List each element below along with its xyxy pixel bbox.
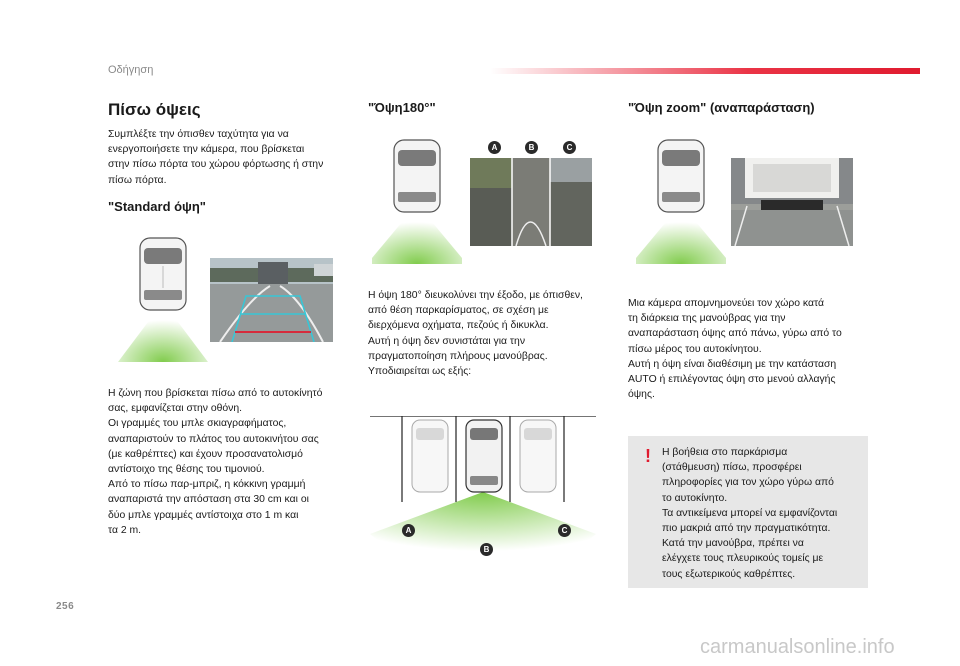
badge-c: C (563, 141, 576, 154)
camera-view-180 (470, 158, 592, 246)
van-top-view-illustration-zoom (636, 134, 726, 274)
van-top-view-illustration (118, 232, 208, 372)
page-number: 256 (56, 601, 75, 612)
view-180-title: "Όψη180°" (368, 100, 436, 115)
standard-view-title: "Standard όψη" (108, 199, 206, 214)
standard-view-text: Η ζώνη που βρίσκεται πίσω από το αυτοκίνητό σας, εμφανίζεται στην οθόνη. Οι γραμμές του μπλε σκιαγραφήματος, αναπαριστούν το πλάτος του αυτοκινήτου σας (με καθρέπτες) και έχουν προσανατολισμό αντίστοιχο της θέσης του τιμονιού. Από το πίσω παρ-μπριζ, η κόκκινη γραμμή αναπαριστά την απόσταση στα 30 cm και οι δύο μπλε γραμμές αντίστοιχα στο 1 m και τα 2 m. (108, 388, 323, 536)
diagram-badge-a: A (402, 524, 415, 537)
van-top-view-illustration-180 (372, 134, 462, 274)
zoom-view-title: "Όψη zoom" (αναπαράσταση) (628, 100, 815, 115)
warning-note-text: Η βοήθεια στο παρκάρισμα (στάθμευση) πίσω, προσφέρει πληροφορίες για τον χώρο γύρω από το αυτοκίνητο. Τα αντικείμενα μπορεί να εμφανίζονται πιο μακριά από την πραγματικότητα. Κατά την μανούβρα, πρέπει να ελέγχετε τους πλευρικούς τομείς με τους εξωτερικούς καθρέπτες. (662, 447, 838, 580)
page-title: Πίσω όψεις (108, 100, 201, 119)
intro-text: Συμπλέξτε την όπισθεν ταχύτητα για να ενεργοποιήσετε την κάμερα, που βρίσκεται στην πίσω πόρτα του χώρου φόρτωσης ή στην πίσω πόρτα. (108, 129, 324, 186)
section-label: Οδήγηση (108, 64, 154, 76)
watermark: carmanualsonline.info (700, 636, 895, 658)
badge-b: B (525, 141, 538, 154)
diagram-badge-b: B (480, 543, 493, 556)
badge-a: A (488, 141, 501, 154)
warning-icon: ! (645, 446, 651, 466)
view-180-text: Η όψη 180° διευκολύνει την έξοδο, με όπισθεν, από θέση παρκαρίσματος, σε σχέση με διερχόμενα οχήματα, πεζούς ή δικυκλα. Αυτή η όψη δεν συνιστάται για την πραγματοποίηση πλήρους μανούβρας. Υποδιαιρείται ως εξής: (368, 290, 583, 378)
header-accent-bar (490, 68, 920, 74)
diagram-badge-c: C (558, 524, 571, 537)
camera-view-zoom (731, 158, 853, 246)
standard-camera-view (210, 258, 333, 342)
zoom-view-text: Μια κάμερα απομνημονεύει τον χώρο κατά τη διάρκεια της μανούβρας για την αναπαράσταση όψης από πάνω, γύρω από το πίσω μέρος του αυτοκίνητου. Αυτή η όψη είναι διαθέσιμη με την κατάσταση AUTO ή επιλέγοντας όψη στο μενού αλλαγής όψης. (628, 298, 842, 401)
